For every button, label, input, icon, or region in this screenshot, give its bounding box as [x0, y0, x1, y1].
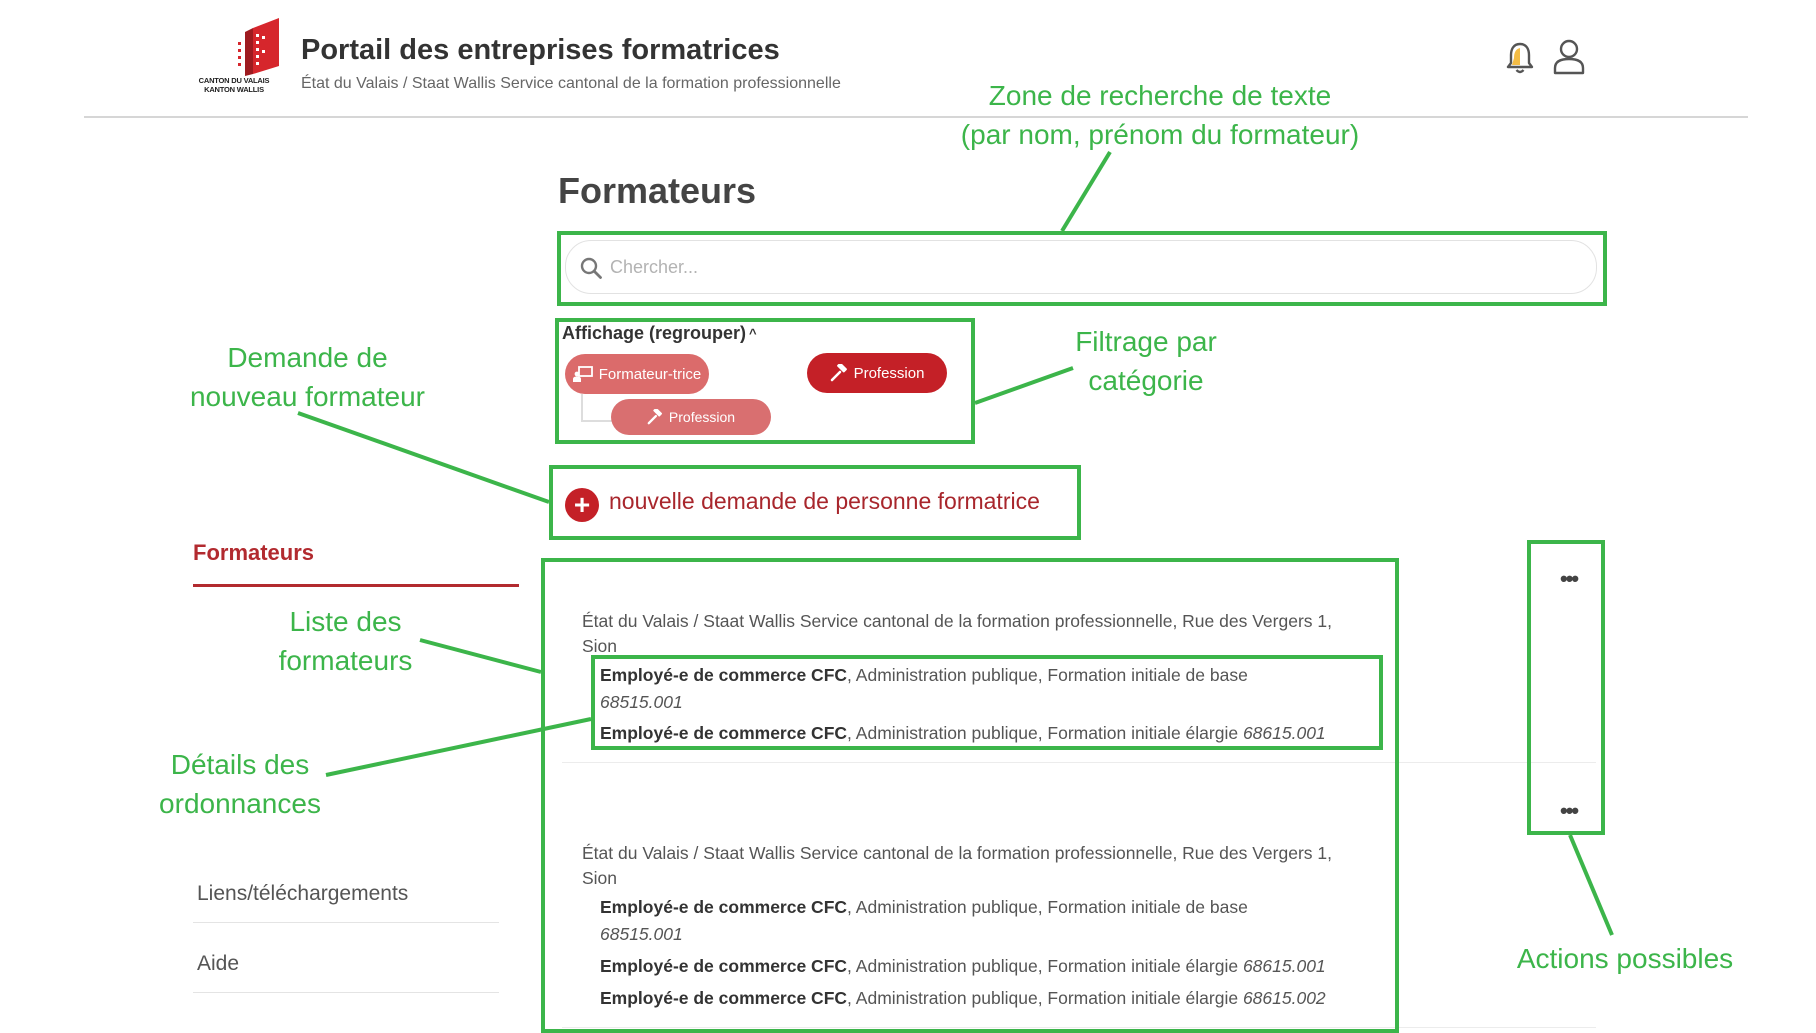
ordinance-title: Employé-e de commerce CFC [600, 897, 848, 917]
add-icon[interactable]: + [565, 488, 599, 522]
annotation-details [145, 745, 335, 823]
logo-text-line1: CANTON DU VALAIS [198, 76, 270, 85]
annotation-text: Liste des [289, 606, 402, 637]
app-subtitle: État du Valais / Staat Wallis Service cantonal de la formation professionnelle [301, 75, 841, 92]
annotation-text: (par nom, prénom du formateur) [960, 119, 1360, 150]
trainer-org-line1: État du Valais / Staat Wallis Service cantonal de la formation professionnelle, Rue des Vergers 1, [582, 843, 1332, 863]
ordinance-code: 68515.001 [600, 692, 683, 712]
ordinance-title: Employé-e de commerce CFC [600, 723, 848, 743]
page-title: Formateurs [558, 170, 757, 211]
sidebar-divider [193, 922, 499, 923]
annotation-text: ordonnances [159, 788, 321, 819]
more-actions-button[interactable]: ••• [1560, 566, 1578, 591]
grouping-label: Affichage (regrouper) [562, 323, 747, 343]
annotation-filter [1050, 322, 1242, 400]
annotation-box-filter [555, 318, 975, 444]
ordinance-desc: , Administration publique, Formation initiale élargie [847, 723, 1243, 743]
ordinance-title: Employé-e de commerce CFC [600, 988, 848, 1008]
sidebar-divider [193, 992, 499, 993]
annotation-box-actions [1527, 540, 1605, 835]
logo-text [184, 76, 284, 94]
sidebar-item-links[interactable]: Liens/téléchargements [197, 882, 409, 905]
ordinance-desc: , Administration publique, Formation initiale élargie [847, 988, 1243, 1008]
annotation-box-details [591, 655, 1383, 750]
ordinance-title: Employé-e de commerce CFC [600, 956, 848, 976]
group-chip-label: Formateur-trice [598, 365, 702, 383]
app-title: Portail des entreprises formatrices [301, 34, 780, 66]
ordinance-code: 68615.001 [1242, 723, 1326, 743]
ordinance-code: 68615.002 [1242, 988, 1326, 1008]
annotation-text: Filtrage par [1075, 326, 1217, 357]
sidebar-item-help[interactable]: Aide [197, 952, 240, 975]
header-divider [84, 116, 1748, 118]
new-request-link[interactable]: nouvelle demande de personne formatrice [609, 488, 1040, 514]
ordinance-desc: , Administration publique, Formation initiale de base [847, 665, 1248, 685]
annotation-text: Actions possibles [1516, 943, 1734, 974]
annotation-box-list [541, 558, 1399, 1033]
annotation-text: Demande de [227, 342, 388, 373]
annotation-text: catégorie [1088, 365, 1204, 396]
annotation-text: formateurs [278, 645, 413, 676]
trainer-org-line1: État du Valais / Staat Wallis Service cantonal de la formation professionnelle, Rue des Vergers 1, [582, 611, 1332, 631]
group-chip-label: Profession [668, 409, 736, 425]
annotation-text: nouveau formateur [189, 381, 426, 412]
user-icon[interactable] [1552, 38, 1586, 76]
sidebar-active-indicator [193, 584, 519, 587]
ordinance-code: 68515.001 [600, 924, 683, 944]
bell-icon[interactable] [1504, 40, 1536, 76]
trainer-org-line2: Sion [582, 868, 618, 888]
annotation-list [258, 602, 433, 680]
more-actions-button[interactable]: ••• [1560, 798, 1578, 823]
ordinance-desc: , Administration publique, Formation initiale élargie [847, 956, 1243, 976]
annotation-box-new-request [549, 465, 1081, 540]
ordinance-title: Employé-e de commerce CFC [600, 665, 848, 685]
annotation-actions [1510, 939, 1740, 978]
annotation-text: Détails des [170, 749, 310, 780]
sidebar-item-formateurs[interactable]: Formateurs [193, 540, 315, 565]
annotation-search [948, 76, 1372, 154]
annotation-box-search [557, 231, 1607, 306]
logo-text-line2: KANTON WALLIS [204, 85, 264, 94]
chevron-up-icon: ^ [749, 326, 757, 341]
annotation-text: Zone de recherche de texte [988, 80, 1332, 111]
ordinance-desc: , Administration publique, Formation initiale de base [847, 897, 1248, 917]
annotation-new-trainer [170, 338, 445, 416]
ordinance-code: 68615.001 [1242, 956, 1326, 976]
trainer-org-line2: Sion [582, 636, 618, 656]
group-chip-label: Profession [853, 364, 925, 382]
